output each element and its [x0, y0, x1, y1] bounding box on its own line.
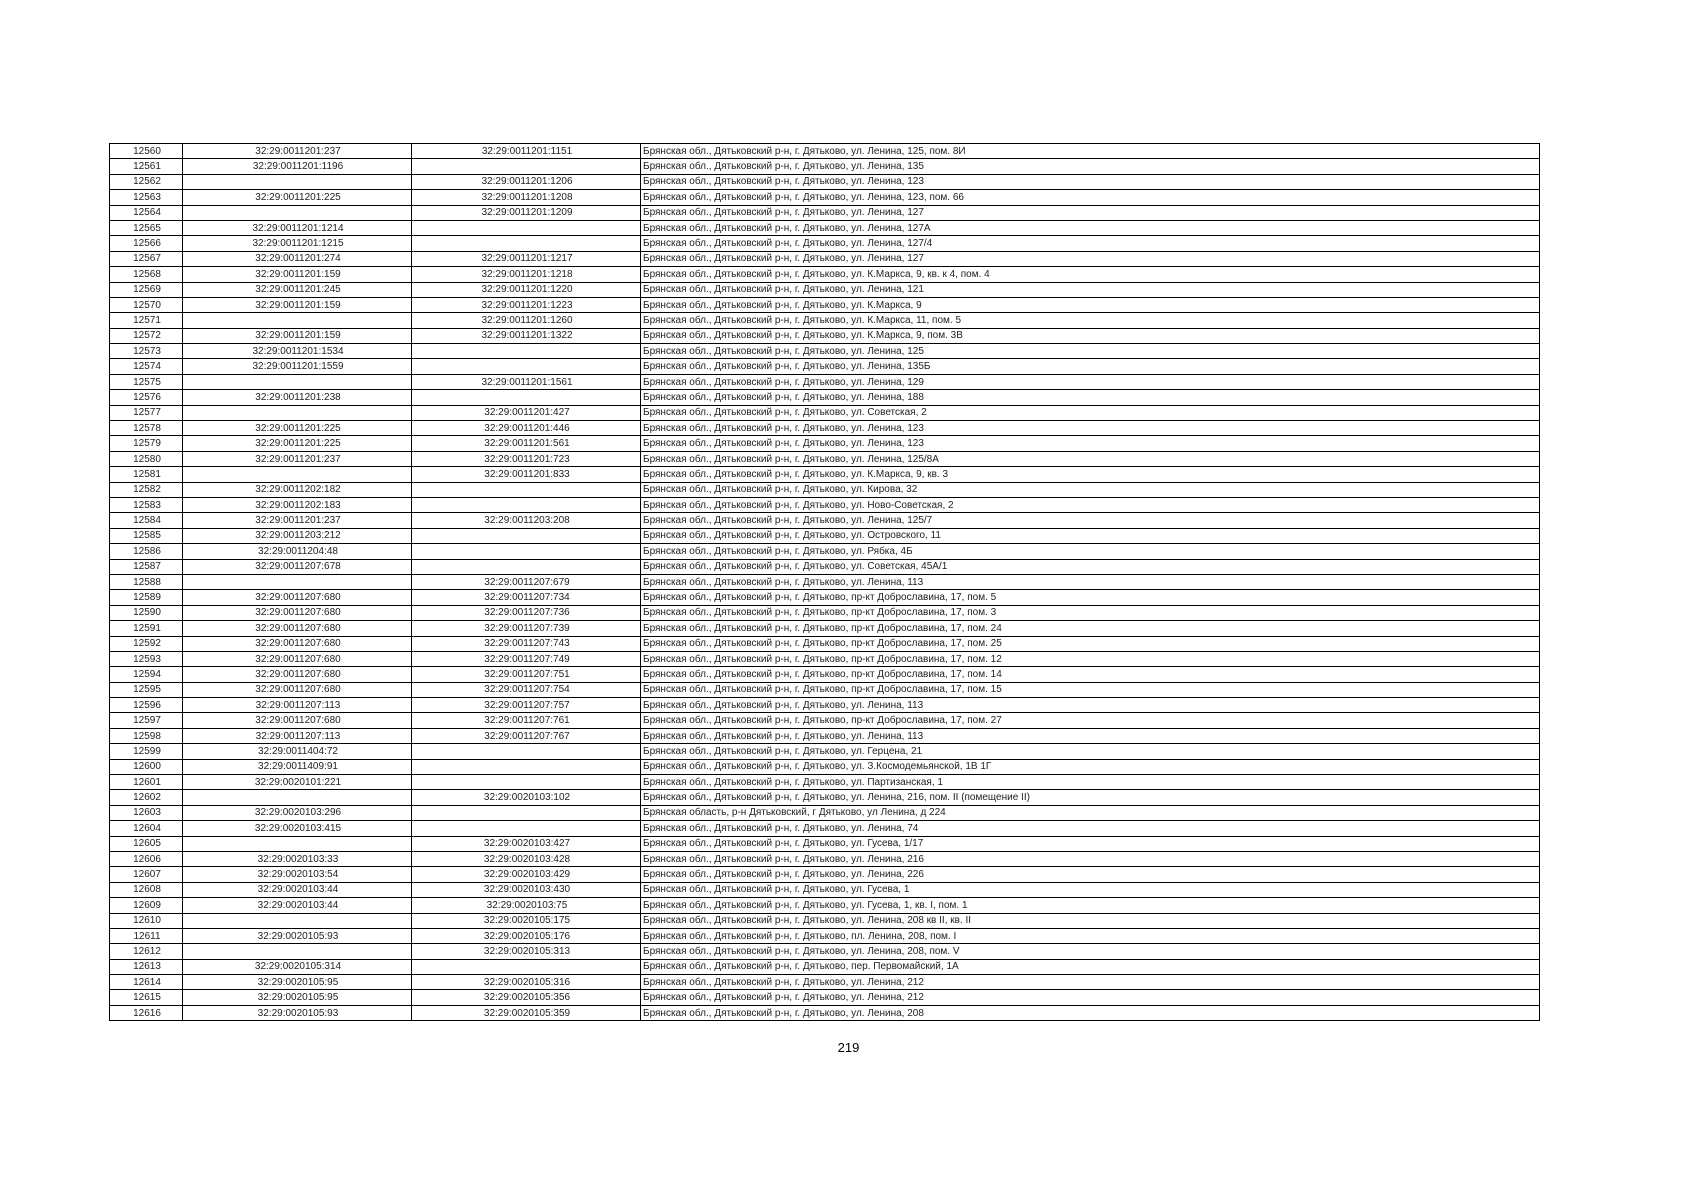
property-registry-table: [109, 143, 1540, 1021]
premises-cadastral-number-cell: [412, 775, 641, 790]
premises-cadastral-number-cell: [412, 390, 641, 405]
cadastral-number-cell: 32:29:0011201:238: [183, 390, 412, 405]
table-body: [110, 144, 1540, 1021]
address-cell: Брянская обл., Дятьковский р-н, г. Дятьково, ул. Ленина, 135Б: [641, 359, 1540, 374]
row-number-cell: 12597: [110, 713, 183, 728]
row-number-cell: 12609: [110, 898, 183, 913]
row-number-cell: 12613: [110, 959, 183, 974]
cadastral-number-cell: 32:29:0011207:680: [183, 621, 412, 636]
address-cell: Брянская обл., Дятьковский р-н, г. Дятьково, ул. Ленина, 125/7: [641, 513, 1540, 528]
premises-cadastral-number-cell: 32:29:0020105:176: [412, 928, 641, 943]
premises-cadastral-number-cell: 32:29:0011207:767: [412, 728, 641, 743]
row-number-cell: 12568: [110, 267, 183, 282]
cadastral-number-cell: 32:29:0011201:237: [183, 451, 412, 466]
cadastral-number-cell: [183, 205, 412, 220]
cadastral-number-cell: 32:29:0020103:296: [183, 805, 412, 820]
row-number-cell: 12583: [110, 497, 183, 512]
premises-cadastral-number-cell: 32:29:0011207:749: [412, 651, 641, 666]
row-number-cell: 12588: [110, 574, 183, 589]
table-row: [110, 913, 1540, 928]
address-cell: Брянская обл., Дятьковский р-н, г. Дятьково, ул. Ленина, 216: [641, 851, 1540, 866]
row-number-cell: 12561: [110, 159, 183, 174]
premises-cadastral-number-cell: [412, 236, 641, 251]
table-row: [110, 590, 1540, 605]
table-row: [110, 559, 1540, 574]
cadastral-number-cell: [183, 313, 412, 328]
premises-cadastral-number-cell: [412, 482, 641, 497]
premises-cadastral-number-cell: 32:29:0020105:359: [412, 1005, 641, 1020]
cadastral-number-cell: 32:29:0011201:159: [183, 267, 412, 282]
cadastral-number-cell: 32:29:0020105:93: [183, 928, 412, 943]
table-row: [110, 867, 1540, 882]
table-row: [110, 990, 1540, 1005]
table-row: [110, 359, 1540, 374]
premises-cadastral-number-cell: 32:29:0020105:356: [412, 990, 641, 1005]
cadastral-number-cell: 32:29:0011207:680: [183, 651, 412, 666]
address-cell: Брянская обл., Дятьковский р-н, г. Дятьково, ул. Ленина, 113: [641, 574, 1540, 589]
table-row: [110, 1005, 1540, 1020]
premises-cadastral-number-cell: 32:29:0011201:1220: [412, 282, 641, 297]
premises-cadastral-number-cell: 32:29:0011207:734: [412, 590, 641, 605]
address-cell: Брянская обл., Дятьковский р-н, г. Дятьково, ул. Ленина, 129: [641, 374, 1540, 389]
premises-cadastral-number-cell: [412, 559, 641, 574]
row-number-cell: 12606: [110, 851, 183, 866]
row-number-cell: 12595: [110, 682, 183, 697]
table-row: [110, 451, 1540, 466]
cadastral-number-cell: 32:29:0020105:95: [183, 990, 412, 1005]
address-cell: Брянская обл., Дятьковский р-н, г. Дятьково, ул. Ленина, 123: [641, 421, 1540, 436]
address-cell: Брянская обл., Дятьковский р-н, г. Дятьково, ул. Ленина, 127А: [641, 220, 1540, 235]
row-number-cell: 12570: [110, 297, 183, 312]
address-cell: Брянская обл., Дятьковский р-н, г. Дятьково, пр-кт Доброславина, 17, пом. 24: [641, 621, 1540, 636]
table-row: [110, 605, 1540, 620]
premises-cadastral-number-cell: 32:29:0011201:723: [412, 451, 641, 466]
address-cell: Брянская обл., Дятьковский р-н, г. Дятьково, ул. Ленина, 121: [641, 282, 1540, 297]
row-number-cell: 12576: [110, 390, 183, 405]
row-number-cell: 12594: [110, 667, 183, 682]
address-cell: Брянская обл., Дятьковский р-н, г. Дятьково, пр-кт Доброславина, 17, пом. 25: [641, 636, 1540, 651]
row-number-cell: 12611: [110, 928, 183, 943]
premises-cadastral-number-cell: [412, 805, 641, 820]
cadastral-number-cell: 32:29:0011201:225: [183, 436, 412, 451]
row-number-cell: 12567: [110, 251, 183, 266]
table-row: [110, 621, 1540, 636]
premises-cadastral-number-cell: 32:29:0011207:761: [412, 713, 641, 728]
table-row: [110, 728, 1540, 743]
premises-cadastral-number-cell: 32:29:0011207:754: [412, 682, 641, 697]
premises-cadastral-number-cell: [412, 220, 641, 235]
premises-cadastral-number-cell: 32:29:0011201:561: [412, 436, 641, 451]
table-row: [110, 775, 1540, 790]
premises-cadastral-number-cell: [412, 528, 641, 543]
premises-cadastral-number-cell: [412, 959, 641, 974]
cadastral-number-cell: 32:29:0011202:183: [183, 497, 412, 512]
premises-cadastral-number-cell: 32:29:0020103:429: [412, 867, 641, 882]
row-number-cell: 12587: [110, 559, 183, 574]
address-cell: Брянская обл., Дятьковский р-н, г. Дятьково, ул. Ново-Советская, 2: [641, 497, 1540, 512]
cadastral-number-cell: 32:29:0011201:1559: [183, 359, 412, 374]
table-row: [110, 467, 1540, 482]
table-row: [110, 698, 1540, 713]
cadastral-number-cell: 32:29:0011201:1214: [183, 220, 412, 235]
row-number-cell: 12608: [110, 882, 183, 897]
cadastral-number-cell: 32:29:0020105:95: [183, 975, 412, 990]
row-number-cell: 12572: [110, 328, 183, 343]
premises-cadastral-number-cell: 32:29:0011207:679: [412, 574, 641, 589]
premises-cadastral-number-cell: 32:29:0011201:446: [412, 421, 641, 436]
table-row: [110, 220, 1540, 235]
premises-cadastral-number-cell: 32:29:0011201:1223: [412, 297, 641, 312]
table-row: [110, 790, 1540, 805]
cadastral-number-cell: [183, 790, 412, 805]
premises-cadastral-number-cell: 32:29:0011201:833: [412, 467, 641, 482]
cadastral-number-cell: 32:29:0011201:225: [183, 421, 412, 436]
address-cell: Брянская обл., Дятьковский р-н, г. Дятьково, ул. Гусева, 1/17: [641, 836, 1540, 851]
table-row: [110, 682, 1540, 697]
address-cell: Брянская обл., Дятьковский р-н, г. Дятьково, ул. Герцена, 21: [641, 744, 1540, 759]
address-cell: Брянская обл., Дятьковский р-н, г. Дятьково, пл. Ленина, 208, пом. I: [641, 928, 1540, 943]
address-cell: Брянская обл., Дятьковский р-н, г. Дятьково, ул. Ленина, 113: [641, 728, 1540, 743]
cadastral-number-cell: 32:29:0011409:91: [183, 759, 412, 774]
address-cell: Брянская обл., Дятьковский р-н, г. Дятьково, ул. К.Маркса, 9, кв. к 4, пом. 4: [641, 267, 1540, 282]
premises-cadastral-number-cell: 32:29:0011201:1208: [412, 190, 641, 205]
premises-cadastral-number-cell: 32:29:0011207:751: [412, 667, 641, 682]
cadastral-number-cell: 32:29:0011404:72: [183, 744, 412, 759]
row-number-cell: 12575: [110, 374, 183, 389]
cadastral-number-cell: 32:29:0011201:159: [183, 328, 412, 343]
address-cell: Брянская обл., Дятьковский р-н, г. Дятьково, ул. З.Космодемьянской, 1В 1Г: [641, 759, 1540, 774]
cadastral-number-cell: 32:29:0011207:113: [183, 728, 412, 743]
table-row: [110, 482, 1540, 497]
cadastral-number-cell: [183, 174, 412, 189]
cadastral-number-cell: [183, 913, 412, 928]
table-row: [110, 544, 1540, 559]
address-cell: Брянская обл., Дятьковский р-н, г. Дятьково, пр-кт Доброславина, 17, пом. 15: [641, 682, 1540, 697]
cadastral-number-cell: 32:29:0020103:44: [183, 882, 412, 897]
address-cell: Брянская обл., Дятьковский р-н, г. Дятьково, ул. К.Маркса, 9, пом. 3В: [641, 328, 1540, 343]
row-number-cell: 12586: [110, 544, 183, 559]
table-row: [110, 528, 1540, 543]
row-number-cell: 12607: [110, 867, 183, 882]
address-cell: Брянская обл., Дятьковский р-н, г. Дятьково, ул. Ленина, 113: [641, 698, 1540, 713]
table-row: [110, 344, 1540, 359]
row-number-cell: 12591: [110, 621, 183, 636]
address-cell: Брянская обл., Дятьковский р-н, г. Дятьково, ул. Ленина, 125, пом. 8И: [641, 144, 1540, 159]
premises-cadastral-number-cell: [412, 744, 641, 759]
cadastral-number-cell: 32:29:0011201:1215: [183, 236, 412, 251]
table-row: [110, 205, 1540, 220]
cadastral-number-cell: 32:29:0011201:237: [183, 144, 412, 159]
table-row: [110, 267, 1540, 282]
premises-cadastral-number-cell: 32:29:0020103:428: [412, 851, 641, 866]
table-row: [110, 667, 1540, 682]
table-row: [110, 405, 1540, 420]
premises-cadastral-number-cell: 32:29:0020105:313: [412, 944, 641, 959]
table-row: [110, 851, 1540, 866]
cadastral-number-cell: 32:29:0011207:680: [183, 636, 412, 651]
address-cell: Брянская обл., Дятьковский р-н, г. Дятьково, ул. Ленина, 127: [641, 205, 1540, 220]
address-cell: Брянская обл., Дятьковский р-н, г. Дятьково, ул. Ленина, 208: [641, 1005, 1540, 1020]
address-cell: Брянская обл., Дятьковский р-н, г. Дятьково, ул. Ленина, 212: [641, 990, 1540, 1005]
row-number-cell: 12602: [110, 790, 183, 805]
table-row: [110, 297, 1540, 312]
table-row: [110, 421, 1540, 436]
address-cell: Брянская обл., Дятьковский р-н, г. Дятьково, ул. Островского, 11: [641, 528, 1540, 543]
row-number-cell: 12600: [110, 759, 183, 774]
row-number-cell: 12615: [110, 990, 183, 1005]
premises-cadastral-number-cell: 32:29:0020103:75: [412, 898, 641, 913]
address-cell: Брянская обл., Дятьковский р-н, г. Дятьково, пр-кт Доброславина, 17, пом. 14: [641, 667, 1540, 682]
cadastral-number-cell: 32:29:0011207:680: [183, 667, 412, 682]
premises-cadastral-number-cell: [412, 544, 641, 559]
table-row: [110, 374, 1540, 389]
table-row: [110, 251, 1540, 266]
premises-cadastral-number-cell: [412, 159, 641, 174]
table-row: [110, 975, 1540, 990]
table-row: [110, 821, 1540, 836]
row-number-cell: 12596: [110, 698, 183, 713]
table-row: [110, 174, 1540, 189]
cadastral-number-cell: 32:29:0020103:33: [183, 851, 412, 866]
table-row: [110, 497, 1540, 512]
row-number-cell: 12612: [110, 944, 183, 959]
address-cell: Брянская обл., Дятьковский р-н, г. Дятьково, ул. Ленина, 188: [641, 390, 1540, 405]
row-number-cell: 12565: [110, 220, 183, 235]
cadastral-number-cell: 32:29:0011201:1534: [183, 344, 412, 359]
premises-cadastral-number-cell: [412, 359, 641, 374]
address-cell: Брянская обл., Дятьковский р-н, г. Дятьково, ул. Ленина, 125/8А: [641, 451, 1540, 466]
address-cell: Брянская обл., Дятьковский р-н, г. Дятьково, ул. Гусева, 1, кв. I, пом. 1: [641, 898, 1540, 913]
row-number-cell: 12616: [110, 1005, 183, 1020]
row-number-cell: 12592: [110, 636, 183, 651]
cadastral-number-cell: [183, 574, 412, 589]
address-cell: Брянская обл., Дятьковский р-н, г. Дятьково, ул. Ленина, 123: [641, 174, 1540, 189]
premises-cadastral-number-cell: 32:29:0011201:1151: [412, 144, 641, 159]
table-row: [110, 759, 1540, 774]
premises-cadastral-number-cell: 32:29:0011203:208: [412, 513, 641, 528]
cadastral-number-cell: 32:29:0011207:680: [183, 713, 412, 728]
address-cell: Брянская обл., Дятьковский р-н, г. Дятьково, пер. Первомайский, 1А: [641, 959, 1540, 974]
cadastral-number-cell: [183, 467, 412, 482]
table-row: [110, 313, 1540, 328]
premises-cadastral-number-cell: 32:29:0011207:743: [412, 636, 641, 651]
row-number-cell: 12560: [110, 144, 183, 159]
row-number-cell: 12603: [110, 805, 183, 820]
address-cell: Брянская обл., Дятьковский р-н, г. Дятьково, ул. Ленина, 123: [641, 436, 1540, 451]
premises-cadastral-number-cell: 32:29:0011207:757: [412, 698, 641, 713]
address-cell: Брянская обл., Дятьковский р-н, г. Дятьково, пр-кт Доброславина, 17, пом. 27: [641, 713, 1540, 728]
premises-cadastral-number-cell: 32:29:0020103:430: [412, 882, 641, 897]
table-row: [110, 190, 1540, 205]
premises-cadastral-number-cell: 32:29:0011201:1561: [412, 374, 641, 389]
premises-cadastral-number-cell: 32:29:0011207:736: [412, 605, 641, 620]
address-cell: Брянская обл., Дятьковский р-н, г. Дятьково, ул. Партизанская, 1: [641, 775, 1540, 790]
address-cell: Брянская обл., Дятьковский р-н, г. Дятьково, ул. Рябка, 4Б: [641, 544, 1540, 559]
cadastral-number-cell: 32:29:0011201:274: [183, 251, 412, 266]
table-row: [110, 574, 1540, 589]
cadastral-number-cell: 32:29:0011201:237: [183, 513, 412, 528]
table-row: [110, 713, 1540, 728]
cadastral-number-cell: 32:29:0011207:678: [183, 559, 412, 574]
address-cell: Брянская обл., Дятьковский р-н, г. Дятьково, ул. К.Маркса, 9: [641, 297, 1540, 312]
row-number-cell: 12579: [110, 436, 183, 451]
premises-cadastral-number-cell: 32:29:0011201:1322: [412, 328, 641, 343]
address-cell: Брянская обл., Дятьковский р-н, г. Дятьково, пр-кт Доброславина, 17, пом. 12: [641, 651, 1540, 666]
row-number-cell: 12578: [110, 421, 183, 436]
row-number-cell: 12598: [110, 728, 183, 743]
address-cell: Брянская обл., Дятьковский р-н, г. Дятьково, ул. Ленина, 135: [641, 159, 1540, 174]
table-row: [110, 436, 1540, 451]
cadastral-number-cell: 32:29:0011207:113: [183, 698, 412, 713]
cadastral-number-cell: 32:29:0011204:48: [183, 544, 412, 559]
premises-cadastral-number-cell: [412, 344, 641, 359]
address-cell: Брянская обл., Дятьковский р-н, г. Дятьково, ул. Кирова, 32: [641, 482, 1540, 497]
cadastral-number-cell: 32:29:0011207:680: [183, 682, 412, 697]
row-number-cell: 12577: [110, 405, 183, 420]
row-number-cell: 12590: [110, 605, 183, 620]
address-cell: Брянская обл., Дятьковский р-н, г. Дятьково, ул. Ленина, 208 кв II, кв. II: [641, 913, 1540, 928]
table-row: [110, 236, 1540, 251]
table-row: [110, 805, 1540, 820]
row-number-cell: 12584: [110, 513, 183, 528]
premises-cadastral-number-cell: 32:29:0020105:175: [412, 913, 641, 928]
premises-cadastral-number-cell: [412, 497, 641, 512]
row-number-cell: 12601: [110, 775, 183, 790]
address-cell: Брянская обл., Дятьковский р-н, г. Дятьково, ул. Ленина, 123, пом. 66: [641, 190, 1540, 205]
row-number-cell: 12566: [110, 236, 183, 251]
premises-cadastral-number-cell: 32:29:0011201:1217: [412, 251, 641, 266]
row-number-cell: 12564: [110, 205, 183, 220]
premises-cadastral-number-cell: 32:29:0020103:427: [412, 836, 641, 851]
address-cell: Брянская обл., Дятьковский р-н, г. Дятьково, ул. Ленина, 125: [641, 344, 1540, 359]
row-number-cell: 12562: [110, 174, 183, 189]
address-cell: Брянская обл., Дятьковский р-н, г. Дятьково, ул. Ленина, 74: [641, 821, 1540, 836]
row-number-cell: 12580: [110, 451, 183, 466]
row-number-cell: 12571: [110, 313, 183, 328]
address-cell: Брянская обл., Дятьковский р-н, г. Дятьково, ул. Ленина, 208, пом. V: [641, 944, 1540, 959]
address-cell: Брянская обл., Дятьковский р-н, г. Дятьково, ул. Ленина, 127: [641, 251, 1540, 266]
cadastral-number-cell: 32:29:0011202:182: [183, 482, 412, 497]
row-number-cell: 12589: [110, 590, 183, 605]
row-number-cell: 12563: [110, 190, 183, 205]
cadastral-number-cell: 32:29:0011201:245: [183, 282, 412, 297]
premises-cadastral-number-cell: 32:29:0020105:316: [412, 975, 641, 990]
table-row: [110, 328, 1540, 343]
table-row: [110, 836, 1540, 851]
row-number-cell: 12585: [110, 528, 183, 543]
table-row: [110, 636, 1540, 651]
address-cell: Брянская обл., Дятьковский р-н, г. Дятьково, ул. Ленина, 216, пом. II (помещение II): [641, 790, 1540, 805]
row-number-cell: 12599: [110, 744, 183, 759]
cadastral-number-cell: [183, 374, 412, 389]
table-row: [110, 390, 1540, 405]
row-number-cell: 12593: [110, 651, 183, 666]
cadastral-number-cell: [183, 836, 412, 851]
cadastral-number-cell: 32:29:0020103:44: [183, 898, 412, 913]
address-cell: Брянская обл., Дятьковский р-н, г. Дятьково, пр-кт Доброславина, 17, пом. 3: [641, 605, 1540, 620]
premises-cadastral-number-cell: 32:29:0011201:427: [412, 405, 641, 420]
table-row: [110, 744, 1540, 759]
premises-cadastral-number-cell: 32:29:0011207:739: [412, 621, 641, 636]
table-row: [110, 959, 1540, 974]
cadastral-number-cell: 32:29:0011201:225: [183, 190, 412, 205]
table-row: [110, 898, 1540, 913]
table-row: [110, 882, 1540, 897]
table-row: [110, 144, 1540, 159]
cadastral-number-cell: 32:29:0011201:159: [183, 297, 412, 312]
address-cell: Брянская обл., Дятьковский р-н, г. Дятьково, ул. Гусева, 1: [641, 882, 1540, 897]
row-number-cell: 12574: [110, 359, 183, 374]
premises-cadastral-number-cell: 32:29:0011201:1209: [412, 205, 641, 220]
premises-cadastral-number-cell: 32:29:0011201:1260: [412, 313, 641, 328]
address-cell: Брянская обл., Дятьковский р-н, г. Дятьково, ул. Ленина, 127/4: [641, 236, 1540, 251]
row-number-cell: 12610: [110, 913, 183, 928]
row-number-cell: 12573: [110, 344, 183, 359]
cadastral-number-cell: 32:29:0020105:314: [183, 959, 412, 974]
row-number-cell: 12605: [110, 836, 183, 851]
row-number-cell: 12581: [110, 467, 183, 482]
cadastral-number-cell: 32:29:0011207:680: [183, 590, 412, 605]
premises-cadastral-number-cell: 32:29:0011201:1218: [412, 267, 641, 282]
table-row: [110, 159, 1540, 174]
address-cell: Брянская область, р-н Дятьковский, г Дятьково, ул Ленина, д 224: [641, 805, 1540, 820]
premises-cadastral-number-cell: [412, 821, 641, 836]
cadastral-number-cell: 32:29:0011207:680: [183, 605, 412, 620]
address-cell: Брянская обл., Дятьковский р-н, г. Дятьково, ул. Советская, 2: [641, 405, 1540, 420]
premises-cadastral-number-cell: 32:29:0020103:102: [412, 790, 641, 805]
table-row: [110, 944, 1540, 959]
cadastral-number-cell: [183, 944, 412, 959]
cadastral-number-cell: 32:29:0011201:1196: [183, 159, 412, 174]
table-row: [110, 513, 1540, 528]
table-row: [110, 651, 1540, 666]
cadastral-number-cell: 32:29:0011203:212: [183, 528, 412, 543]
row-number-cell: 12604: [110, 821, 183, 836]
cadastral-number-cell: 32:29:0020103:54: [183, 867, 412, 882]
page-number: 219: [837, 1040, 860, 1055]
table-row: [110, 282, 1540, 297]
cadastral-number-cell: [183, 405, 412, 420]
cadastral-number-cell: 32:29:0020101:221: [183, 775, 412, 790]
address-cell: Брянская обл., Дятьковский р-н, г. Дятьково, пр-кт Доброславина, 17, пом. 5: [641, 590, 1540, 605]
address-cell: Брянская обл., Дятьковский р-н, г. Дятьково, ул. К.Маркса, 9, кв. 3: [641, 467, 1540, 482]
row-number-cell: 12582: [110, 482, 183, 497]
row-number-cell: 12614: [110, 975, 183, 990]
row-number-cell: 12569: [110, 282, 183, 297]
address-cell: Брянская обл., Дятьковский р-н, г. Дятьково, ул. Ленина, 212: [641, 975, 1540, 990]
address-cell: Брянская обл., Дятьковский р-н, г. Дятьково, ул. К.Маркса, 11, пом. 5: [641, 313, 1540, 328]
premises-cadastral-number-cell: 32:29:0011201:1206: [412, 174, 641, 189]
address-cell: Брянская обл., Дятьковский р-н, г. Дятьково, ул. Советская, 45А/1: [641, 559, 1540, 574]
cadastral-number-cell: 32:29:0020105:93: [183, 1005, 412, 1020]
premises-cadastral-number-cell: [412, 759, 641, 774]
cadastral-number-cell: 32:29:0020103:415: [183, 821, 412, 836]
table-row: [110, 928, 1540, 943]
address-cell: Брянская обл., Дятьковский р-н, г. Дятьково, ул. Ленина, 226: [641, 867, 1540, 882]
